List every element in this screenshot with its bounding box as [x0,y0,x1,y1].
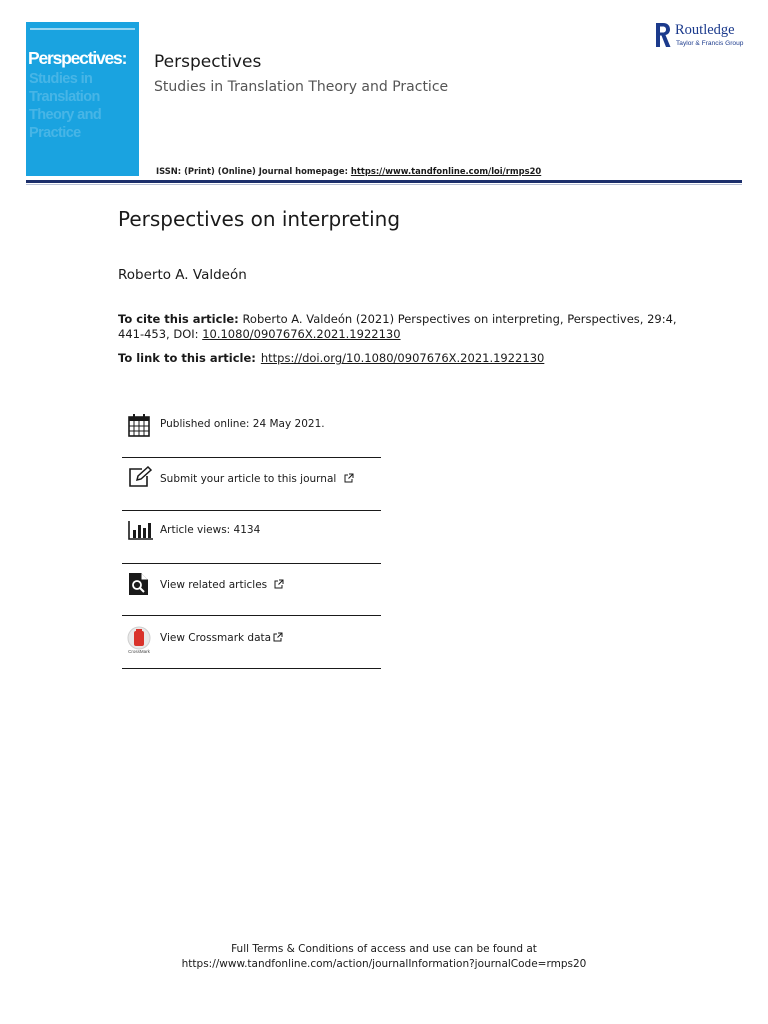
article-author: Roberto A. Valdeón [118,267,247,283]
footer [0,942,768,972]
cover-subtitle: Studies in Translation Theory and Practice [29,71,102,141]
published-date: Published online: 24 May 2021. [160,418,325,430]
cover-header-strip [30,28,135,30]
publisher-group: Taylor & Francis Group [676,40,744,47]
citation-label: To cite this article: [118,312,239,326]
crossmark-label: View Crossmark data [160,632,272,644]
views-row [122,517,381,545]
article-doi-url[interactable]: https://doi.org/10.1080/0907676X.2021.1922130 [260,351,545,365]
header-divider [26,180,742,183]
article-link-line [118,351,544,365]
article-views: Article views: 4134 [160,524,261,536]
issn-line [156,166,541,176]
related-row[interactable] [122,570,381,600]
external-link-icon [344,473,354,483]
cover-title: Perspectives: [28,48,127,68]
article-link-label: To link to this article: [118,351,256,365]
crossmark-link[interactable] [160,632,283,644]
info-divider [122,615,381,616]
citation [118,312,678,341]
journal-homepage-link[interactable]: https://www.tandfonline.com/loi/rmps20 [350,166,542,176]
submit-article-label: Submit your article to this journal [160,473,337,485]
external-link-icon [274,579,284,589]
info-divider [122,563,381,564]
related-articles-link[interactable] [160,579,284,591]
footer-terms-text: Full Terms & Conditions of access and use can be found at [231,943,537,955]
publisher-name: Routledge [675,22,735,38]
bar-chart-icon [128,520,154,540]
submit-article-link[interactable] [160,473,354,485]
journal-cover [26,22,139,176]
article-title: Perspectives on interpreting [118,207,401,231]
citation-doi-link[interactable]: 10.1080/0907676X.2021.1922130 [202,326,401,341]
issn-label: ISSN: (Print) (Online) Journal homepage: [156,166,348,176]
routledge-logo-icon [655,22,671,48]
journal-subtitle: Studies in Translation Theory and Practice [154,79,449,95]
published-row [122,412,381,440]
footer-terms-url[interactable]: https://www.tandfonline.com/action/journalInformation?journalCode=rmps20 [181,958,587,970]
edit-icon [128,466,152,488]
info-divider [122,668,381,669]
related-articles-label: View related articles [160,579,268,591]
calendar-icon [128,413,150,437]
info-divider [122,510,381,511]
info-divider [122,457,381,458]
related-articles-icon [128,572,150,596]
header-divider-thin [26,184,742,185]
crossmark-icon [126,626,152,654]
crossmark-row[interactable] [122,624,381,656]
submit-row[interactable] [122,465,381,495]
journal-title: Perspectives [154,52,262,72]
citation-text: Roberto A. Valdeón (2021) Perspectives on interpreting, Perspectives, 29:4, 441-453, DOI: [118,312,677,341]
crossmark-logo-text: CrossMark [128,649,150,654]
external-link-icon [273,632,283,642]
